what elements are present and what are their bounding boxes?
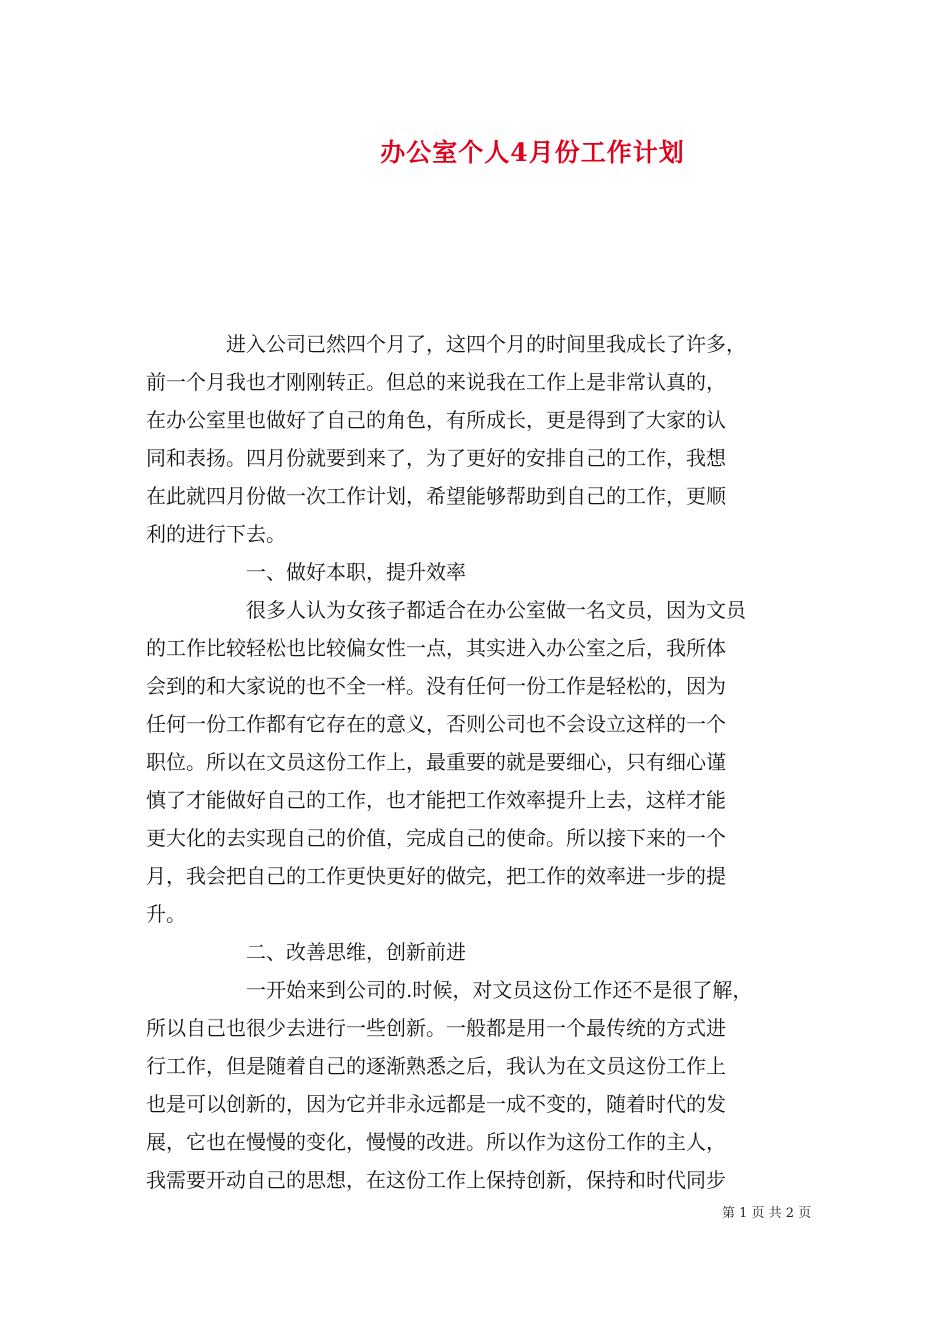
body-line: 行工作，但是随着自己的逐渐熟悉之后，我认为在文员这份工作上: [146, 1054, 726, 1078]
body-line: 前一个月我也才刚刚转正。但总的来说我在工作上是非常认真的，: [146, 370, 726, 394]
body-line: 我需要开动自己的思想，在这份工作上保持创新，保持和时代同步: [146, 1168, 726, 1192]
body-line: 慎了才能做好自己的工作，也才能把工作效率提升上去，这样才能: [146, 788, 726, 812]
body-line: 更大化的去实现自己的价值，完成自己的使命。所以接下来的一个: [146, 826, 726, 850]
body-line: 在此就四月份做一次工作计划，希望能够帮助到自己的工作，更顺: [146, 484, 726, 508]
document-title: 办公室个人4月份工作计划: [380, 138, 685, 167]
body-line: 会到的和大家说的也不全一样。没有任何一份工作是轻松的，因为: [146, 674, 726, 698]
body-line: 职位。所以在文员这份工作上，最重要的就是要细心，只有细心谨: [146, 750, 726, 774]
body-line: 很多人认为女孩子都适合在办公室做一名文员，因为文员: [146, 598, 746, 622]
body-line: 的工作比较轻松也比较偏女性一点，其实进入办公室之后，我所体: [146, 636, 726, 660]
body-line: 在办公室里也做好了自己的角色，有所成长，更是得到了大家的认: [146, 408, 726, 432]
body-line: 任何一份工作都有它存在的意义，否则公司也不会设立这样的一个: [146, 712, 726, 736]
body-line: 一开始来到公司的.时候，对文员这份工作还不是很了解，: [146, 978, 753, 1002]
body-line: 进入公司已然四个月了，这四个月的时间里我成长了许多，: [146, 332, 746, 356]
document-body: [146, 325, 808, 1199]
body-line: 也是可以创新的，因为它并非永远都是一成不变的，随着时代的发: [146, 1092, 726, 1116]
body-line: 升。: [146, 902, 186, 926]
section-heading: 二、改善思维，创新前进: [146, 940, 466, 964]
body-line: 利的进行下去。: [146, 522, 286, 546]
body-line: 展，它也在慢慢的变化，慢慢的改进。所以作为这份工作的主人，: [146, 1130, 726, 1154]
body-line: 同和表扬。四月份就要到来了，为了更好的安排自己的工作，我想: [146, 446, 726, 470]
page-number: 第 1 页 共 2 页: [722, 1206, 812, 1221]
body-line: 所以自己也很少去进行一些创新。一般都是用一个最传统的方式进: [146, 1016, 726, 1040]
section-heading: 一、做好本职，提升效率: [146, 560, 466, 584]
body-line: 月，我会把自己的工作更快更好的做完，把工作的效率进一步的提: [146, 864, 726, 888]
